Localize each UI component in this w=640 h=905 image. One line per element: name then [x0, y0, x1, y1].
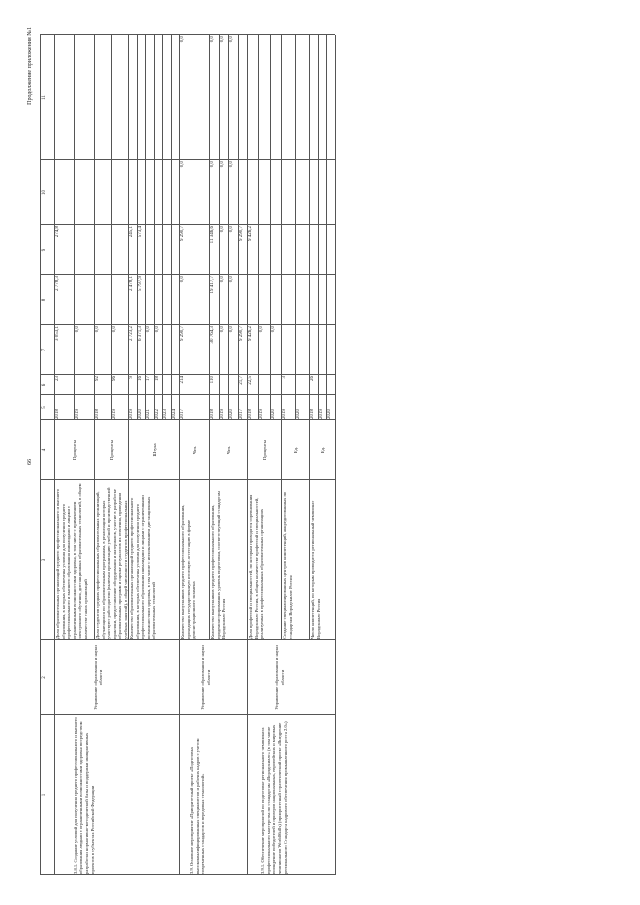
cell-year: 2018: [310, 409, 315, 419]
column-number: 1: [42, 793, 47, 797]
appendix-label: Продолжение приложения №1: [27, 27, 33, 105]
cell-c10: [282, 160, 291, 225]
cell-c9: [282, 225, 291, 275]
cell-year: 2019: [318, 409, 324, 419]
cell-c11: 0,0: [219, 36, 225, 43]
cell-c10: [296, 160, 305, 225]
cell-value: [296, 375, 305, 395]
cell-c7: 2 723,2: [129, 326, 134, 341]
column-number: 7: [42, 348, 47, 352]
column-number: 4: [42, 448, 47, 452]
grid-h-line: [335, 35, 336, 875]
cell-c10: 0,0: [219, 161, 225, 168]
cell-c9: 0,0: [229, 226, 234, 233]
cell-c11: 0,0: [229, 36, 234, 43]
grid-v-line: [40, 324, 335, 325]
column-number: 2: [42, 676, 47, 679]
indicator-text: Количество выпускников среднего профессионального образования, продемонстрировавших уровень подготовки, соответствующий стандартам Ворлдскиллс Россия: [210, 491, 227, 639]
grid-h-line: [40, 35, 41, 875]
measure-name: 3.9. Основное мероприятие «Приоритетный проект «Подготовка высококвалифицированных специалистов и рабочих кадров с учетом современных стандартов и передовых технологий»: [189, 738, 206, 874]
grid-h-line: [238, 35, 239, 420]
cell-c7: 9 290,7: [238, 326, 244, 341]
cell-value: [75, 375, 84, 395]
rotated-page: [5, 15, 635, 895]
indicator-text: Доля образовательных организаций среднего профессионального и высшего образования, в которых обеспечены условия для получения среднего профессионального и высшего образования инвалидами и лицами с ограниченными возможностями здоровья, в том числе с применением электронного обучения, дистанционных образовательных технологий, в общем количестве таких организаций: [55, 483, 88, 639]
cell-c8: 5 797,9: [137, 276, 143, 291]
cell-c10: 0,0: [210, 161, 215, 168]
cell-c11: [248, 35, 257, 160]
grid-v-line: [40, 224, 335, 225]
cell-value: [271, 375, 280, 395]
indicator-unit: Ед.: [293, 446, 298, 454]
measure-name: 3.8.1. Создание условий для получения среднего профессионального и высшего образования людьми с ограниченными возможностями здоровья посредством разработки нормативно-методической базы и поддержки инициативных проектов в субъектах Российской Федерации: [72, 717, 95, 874]
grid-v-line: [40, 639, 335, 640]
indicator-unit: Проценты: [72, 440, 77, 460]
responsible-executor: Управление образования и науки области: [274, 645, 285, 710]
grid-h-line: [270, 35, 271, 420]
cell-c11: [259, 35, 268, 160]
cell-value: 110: [210, 376, 215, 384]
cell-c8: [112, 275, 121, 325]
cell-year: 2020: [137, 409, 143, 419]
cell-c9: 0,0: [219, 226, 225, 233]
grid-h-line: [145, 35, 146, 420]
column-number: 9: [42, 248, 47, 252]
cell-c8: [282, 275, 291, 325]
cell-c9: 9 426,2: [248, 226, 253, 241]
cell-c10: [271, 160, 280, 225]
cell-c8: [248, 275, 257, 325]
cell-c7: 6 371,3: [137, 326, 143, 341]
column-number: 5: [42, 406, 47, 409]
cell-c9: [259, 225, 268, 275]
cell-c11: [282, 35, 291, 160]
cell-c9: [296, 225, 305, 275]
cell-c11: 0,0: [180, 36, 185, 43]
cell-value: 18: [154, 376, 160, 381]
cell-year: 2018: [248, 409, 253, 419]
cell-year: 2022: [154, 409, 160, 419]
grid-v-line: [40, 394, 335, 395]
column-number: 10: [42, 190, 47, 195]
cell-year: 2023: [163, 409, 168, 419]
cell-c8: 0,0: [219, 276, 225, 283]
cell-value: 17: [146, 376, 151, 381]
cell-year: 2020: [296, 409, 301, 419]
cell-year: 2018: [210, 409, 215, 419]
cell-c7: 0,0: [95, 326, 100, 333]
cell-c10: [55, 160, 64, 225]
cell-c10: 0,0: [180, 161, 185, 168]
column-number: 3: [42, 558, 47, 562]
responsible-executor: Управление образования и науки области: [200, 645, 211, 710]
cell-c8: [75, 275, 84, 325]
cell-c9: [271, 225, 280, 275]
grid-h-line: [228, 35, 229, 420]
cell-c7: [296, 325, 305, 375]
measure-name: 3.9.1. Обеспечение мероприятий по подготовке регионального чемпионата профессионального мастерства по стандартам «Ворлдскиллс» (в том числе поощрение победителей и призеров национальных, европейских и мировых чемпионатов WorldSkills) (приоритетный стратегический проект «Внедрение регионального Стандарта кадрового обеспечения промышленного роста 2.0»): [260, 721, 288, 874]
cell-c11: [112, 35, 121, 160]
indicator-unit: Чел.: [192, 445, 197, 455]
cell-c7: 30 764,3: [210, 326, 215, 344]
cell-c7: 0,0: [229, 326, 234, 333]
cell-value: 92: [95, 376, 100, 381]
cell-c9: 274,8: [55, 226, 60, 238]
cell-c8: 0,0: [229, 276, 234, 283]
grid-v-line: [40, 479, 335, 480]
indicator-unit: Чел.: [226, 445, 231, 455]
indicator-unit: Проценты: [262, 440, 267, 460]
cell-c10: [259, 160, 268, 225]
grid-h-line: [154, 35, 155, 420]
cell-c10: 0,0: [229, 161, 234, 168]
cell-year: 2018: [95, 409, 100, 419]
grid-v-line: [40, 159, 335, 160]
cell-c7: 0,0: [259, 326, 265, 333]
cell-c7: 0,0: [270, 326, 276, 333]
cell-c8: [239, 275, 248, 325]
indicator-unit: Штука: [151, 443, 157, 457]
cell-c8: [271, 275, 280, 325]
cell-c7: 9 426,2: [248, 326, 253, 341]
cell-year: 2019: [112, 409, 117, 419]
indicator-unit: Проценты: [109, 440, 114, 460]
grid-h-line: [219, 35, 220, 420]
cell-c9: [95, 225, 104, 275]
cell-value: 26: [310, 376, 315, 381]
cell-c8: [95, 275, 104, 325]
cell-year: 2019: [282, 409, 287, 419]
cell-value: 21,7: [238, 376, 244, 385]
cell-value: [259, 375, 268, 395]
cell-c9: 9 290,7: [180, 226, 185, 241]
cell-c7: 3 053,1: [55, 326, 60, 341]
cell-c8: 2 778,3: [55, 276, 60, 291]
responsible-executor: Управление образования и науки области: [92, 645, 104, 710]
indicator-text: Доля профессий и специальностей, по которым проводятся соревнования Ворлдскиллс Россия, в общем количестве профессий и специальностей, реализуемых в профессиональных образовательных организациях: [248, 494, 265, 639]
cell-year: 2017: [180, 409, 185, 419]
cell-c7: 0,0: [146, 326, 151, 333]
cell-year: 2017: [238, 409, 244, 419]
grid-h-line: [137, 35, 138, 420]
cell-c8: 2 478,1: [129, 276, 134, 291]
cell-value: [220, 375, 229, 395]
cell-c11: [75, 35, 84, 160]
cell-year: 2021: [146, 409, 151, 419]
cell-year: 2024: [171, 409, 177, 419]
indicator-text: Количество образовательных организаций среднего профессионального образования, в которых обеспечены условия для получения среднего профессионального образования инвалидами и лицами с ограниченными возможностями здоровья, в том числе с использованием дистанционных образовательных технологий: [129, 495, 157, 639]
cell-value: 22,5: [248, 376, 253, 385]
cell-c9: [75, 225, 84, 275]
grid-h-line: [295, 35, 296, 420]
cell-year: 2019: [75, 409, 80, 419]
program-table: [40, 35, 630, 875]
grid-v-line: [40, 274, 335, 275]
indicator-text: Создание специализированных центров компетенций, аккредитованных по стандартам Ворлдскиллс Россия: [282, 491, 293, 639]
grid-h-line: [74, 35, 75, 420]
column-number: 6: [42, 383, 47, 387]
cell-value: 23: [55, 376, 60, 381]
grid-h-line: [258, 35, 259, 420]
cell-c7: 0,0: [112, 326, 117, 333]
column-number: 11: [42, 95, 47, 100]
cell-c7: 0,0: [219, 326, 225, 333]
cell-c10: [112, 160, 121, 225]
cell-year: 2020: [327, 409, 333, 419]
cell-c7: 0,0: [154, 326, 160, 333]
cell-c9: 245,1: [129, 226, 134, 238]
cell-value: [229, 375, 238, 395]
cell-c7: 9 290,7: [180, 326, 185, 341]
cell-value: 214: [180, 376, 185, 384]
grid-h-line: [162, 35, 163, 420]
indicator-unit: Ед.: [320, 446, 325, 454]
cell-value: 16: [137, 376, 143, 381]
cell-c11: [239, 35, 248, 160]
grid-h-line: [326, 35, 327, 420]
grid-v-line: [40, 874, 335, 875]
grid-h-line: [111, 35, 112, 420]
grid-v-line: [40, 374, 335, 375]
cell-c11: [271, 35, 280, 160]
grid-h-line: [171, 35, 172, 420]
grid-v-line: [40, 34, 335, 35]
cell-c7: [282, 325, 291, 375]
cell-c10: [95, 160, 104, 225]
cell-value: 96: [112, 376, 117, 381]
indicator-text: Количество выпускников среднего профессионального образования, проходящих государственную итоговую аттестацию в форме демонстрационного экзамена: [180, 504, 197, 639]
cell-c9: 11 346,6: [210, 226, 215, 244]
cell-c8: 19 417,7: [210, 276, 215, 294]
page-number: 66: [27, 459, 33, 465]
grid-v-line: [40, 419, 335, 420]
indicator-text: Число компетенций, по которым проводится региональный чемпионат Ворлдскиллс Россия: [310, 500, 321, 639]
cell-year: 2018: [55, 409, 60, 419]
cell-c11: [296, 35, 305, 160]
cell-c9: 573,4: [137, 226, 143, 238]
cell-year: 2019: [219, 409, 225, 419]
cell-c10: [239, 160, 248, 225]
cell-c8: 0,0: [180, 276, 185, 283]
cell-c11: 0,0: [210, 36, 215, 43]
grid-h-line: [318, 35, 319, 420]
cell-c9: 9 290,7: [238, 226, 244, 241]
cell-year: 2019: [259, 409, 265, 419]
cell-year: 2019: [129, 409, 134, 419]
cell-c11: [55, 35, 64, 160]
page-stage: [5, 15, 635, 895]
indicator-text: Доля студентов средних профессиональных образовательных организаций, обучающихся по образовательным программам, в реализации которых участвуют работодатели (включая организацию учебной и производственной практики, предоставление оборудования и материалов, участие в разработке образовательных программ и оценке результатов их освоения, проведении учебных занятий), в общей численности студентов профессиональных: [95, 487, 128, 639]
grid-v-line: [40, 714, 335, 715]
cell-value: 3: [282, 376, 287, 379]
cell-c9: [112, 225, 121, 275]
column-number: 8: [42, 298, 47, 302]
cell-c8: [259, 275, 268, 325]
cell-c11: [95, 35, 104, 160]
cell-value: 9: [129, 376, 134, 379]
cell-c10: [248, 160, 257, 225]
cell-c10: [75, 160, 84, 225]
cell-year: 2020: [270, 409, 276, 419]
cell-c7: 0,0: [75, 326, 80, 333]
cell-year: 2020: [229, 409, 234, 419]
cell-c8: [296, 275, 305, 325]
